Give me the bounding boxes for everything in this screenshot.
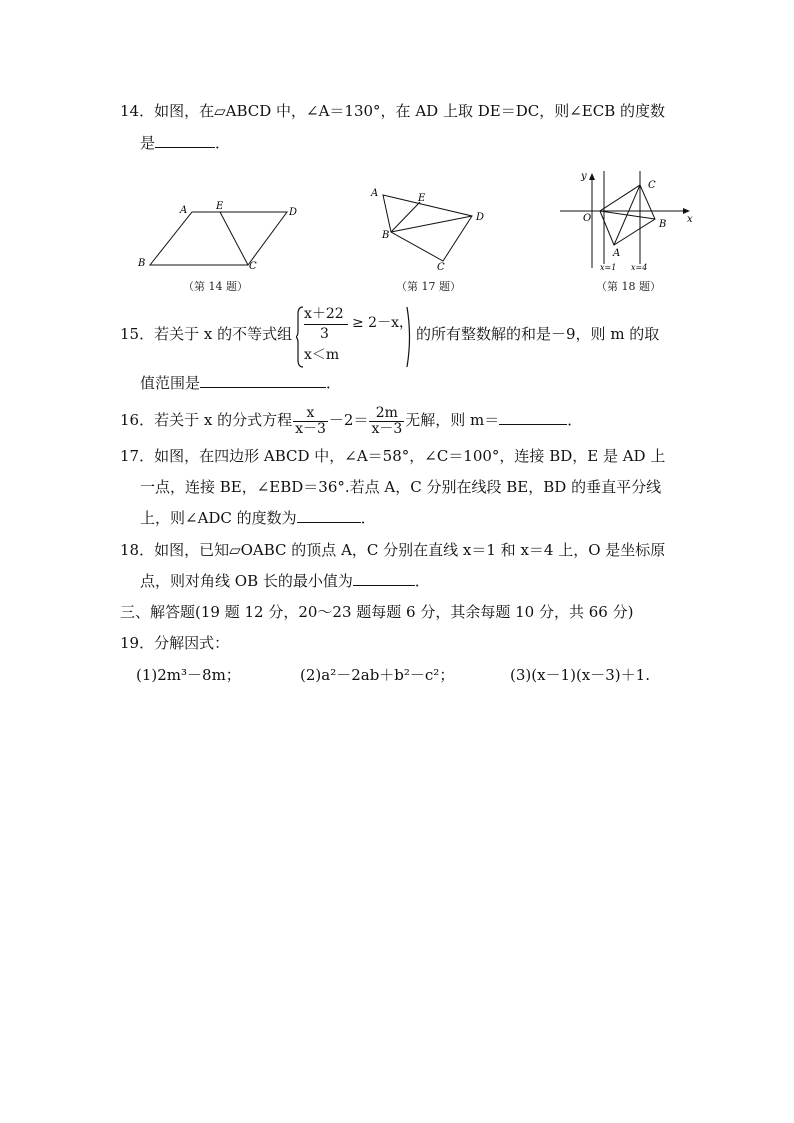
q16-end: ． xyxy=(567,411,583,429)
label-b: B xyxy=(659,219,667,230)
q15-ineq2: x＜m xyxy=(304,347,340,363)
label-a: A xyxy=(371,188,379,199)
caption-fig17: （第 17 题） xyxy=(396,280,461,293)
label-d: D xyxy=(476,212,485,223)
q18-answer-blank xyxy=(353,571,415,586)
label-b: B xyxy=(138,258,146,269)
q15-line2 xyxy=(140,373,341,393)
figure-14 xyxy=(130,198,310,273)
q15-answer-blank xyxy=(200,373,326,388)
q16-answer-blank xyxy=(499,410,567,425)
q15-suffix: 的所有整数解的和是－9，则 m 的取 xyxy=(416,325,660,343)
label-y: y xyxy=(581,171,587,182)
q16-frac1-num: x xyxy=(293,406,328,422)
q15-frac-den: 3 xyxy=(320,326,329,342)
y-axis-arrow xyxy=(589,173,595,180)
q15-line2-end: ． xyxy=(326,374,342,392)
q16-fraction-1 xyxy=(293,406,328,437)
q19-part2: (2)a²－2ab＋b²－c²； xyxy=(300,666,455,684)
q18-line1: 18．如图，已知▱OABC 的顶点 A，C 分别在直线 x＝1 和 x＝4 上，O 是坐标原 xyxy=(120,541,666,559)
q16-mid: －2＝ xyxy=(328,411,369,429)
q17-line3-start: 上，则∠ADC 的度数为 xyxy=(140,509,297,527)
q15-inequality-system xyxy=(296,306,414,368)
q15-frac-bar xyxy=(304,324,348,325)
label-a: A xyxy=(180,205,188,216)
right-paren-icon xyxy=(406,306,414,368)
q18-line2-start: 点，则对角线 OB 长的最小值为 xyxy=(140,572,353,590)
label-x4: x=4 xyxy=(631,263,648,272)
q15-prefix: 15．若关于 x 的不等式组 xyxy=(120,325,293,343)
label-e: E xyxy=(216,201,224,212)
q14-line1: 14．如图，在▱ABCD 中，∠A＝130°，在 AD 上取 DE＝DC，则∠ECB 的度数 xyxy=(120,102,665,120)
label-b: B xyxy=(382,230,390,241)
q17-line3-end: ． xyxy=(360,509,376,527)
q14-line2-start: 是 xyxy=(140,134,156,152)
q16-suffix: 无解，则 m＝ xyxy=(405,411,500,429)
caption-fig18: （第 18 题） xyxy=(596,280,661,293)
q14-line2-end: ． xyxy=(215,134,231,152)
q16-frac1-den: x－3 xyxy=(295,420,326,437)
q19-part3: (3)(x－1)(x－3)＋1. xyxy=(510,666,650,684)
label-a: A xyxy=(613,248,621,259)
label-c: C xyxy=(249,261,257,272)
q14-line2 xyxy=(140,133,230,153)
q16-frac2-num: 2m xyxy=(369,406,404,422)
caption-fig14: （第 14 题） xyxy=(183,280,248,293)
q19-part1: (1)2m³－8m； xyxy=(136,666,241,684)
q16-frac2-den: x－3 xyxy=(371,420,403,437)
q17-line1: 17．如图，在四边形 ABCD 中，∠A＝58°，∠C＝100°，连接 BD，E 是 AD 上 xyxy=(120,447,666,465)
label-c: C xyxy=(648,180,656,191)
figure-18 xyxy=(555,168,700,274)
q15-line2-start: 值范围是 xyxy=(140,374,201,392)
q16-fraction-2 xyxy=(369,406,404,437)
q17-answer-blank xyxy=(297,508,361,523)
label-c: C xyxy=(437,262,445,273)
label-x1: x=1 xyxy=(600,263,617,272)
q17-line3 xyxy=(140,508,376,528)
q14-answer-blank xyxy=(155,133,215,148)
q17-line2: 一点，连接 BE，∠EBD＝36°.若点 A，C 分别在线段 BE，BD 的垂直平分线 xyxy=(140,478,662,496)
quadrilateral-abcd xyxy=(383,195,472,261)
q15-ineq1-rest: ≥ 2－x， xyxy=(352,315,413,331)
segment-ec xyxy=(220,212,248,265)
q15-frac-num: x＋22 xyxy=(304,306,344,322)
q18-line2 xyxy=(140,571,430,591)
label-e: E xyxy=(418,193,426,204)
q18-line2-end: ． xyxy=(414,572,430,590)
parallelogram-abcd xyxy=(150,212,287,265)
label-o: O xyxy=(583,213,592,224)
label-d: D xyxy=(289,207,298,218)
label-x: x xyxy=(687,214,693,225)
q16-line xyxy=(120,401,582,439)
left-brace-icon xyxy=(296,306,304,368)
figure-17 xyxy=(365,183,495,273)
segment-bd xyxy=(391,216,472,232)
q16-prefix: 16．若关于 x 的分式方程 xyxy=(120,411,293,429)
q19-title: 19．分解因式： xyxy=(120,634,230,652)
section3-title: 三、解答题(19 题 12 分，20～23 题每题 6 分，其余每题 10 分，共 66 分) xyxy=(120,603,634,621)
